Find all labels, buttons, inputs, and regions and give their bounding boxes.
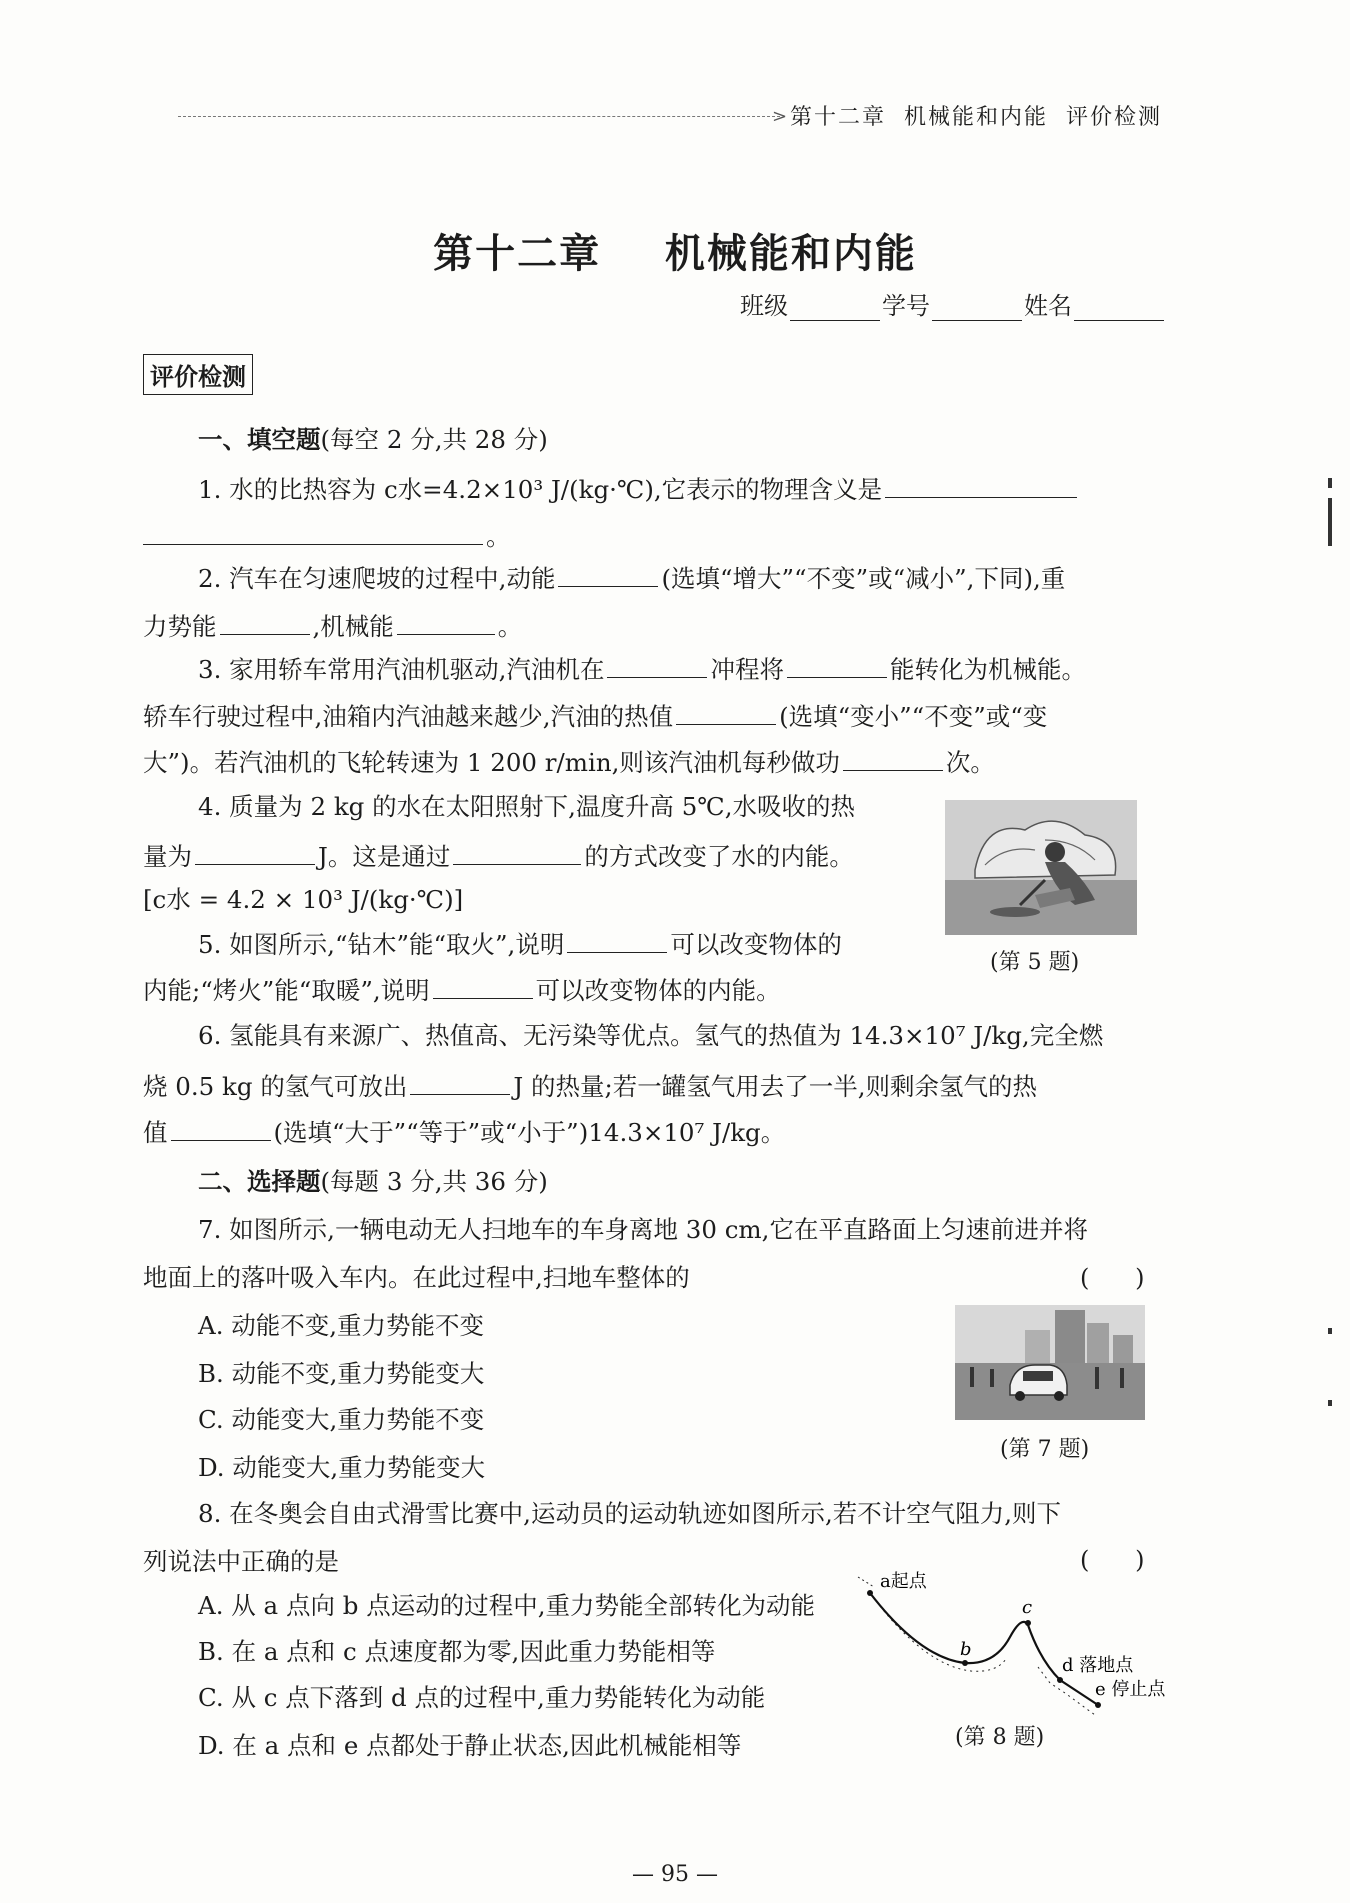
q2-text-b: (选填“增大”“不变”或“减小”,下同),重 [661, 564, 1066, 593]
name-label: 姓名 [1024, 292, 1072, 320]
student-info [740, 286, 1166, 321]
q7-photo-sweeper-car [955, 1305, 1145, 1420]
name-field[interactable] [1074, 296, 1164, 321]
number-field[interactable] [932, 296, 1022, 321]
edge-mark [1328, 1328, 1332, 1334]
q8-line2: 列说法中正确的是 [143, 1547, 339, 1576]
q3-line1 [198, 655, 1086, 683]
q3-text-f: 大”)。若汽油机的飞轮转速为 1 200 r/min,则该汽油机每秒做功 [143, 748, 840, 777]
start-dash [858, 1577, 874, 1587]
q4-line3: [c水 = 4.2 × 10³ J/(kg·℃)] [143, 885, 464, 914]
q7-answer-paren[interactable]: ( ) [1080, 1264, 1145, 1292]
q6-line1: 6. 氢能具有来源广、热值高、无污染等优点。氢气的热值为 14.3×10⁷ J/kg,完全燃 [198, 1021, 1104, 1050]
q4-blank-2[interactable] [453, 842, 581, 865]
edge-mark [1328, 1400, 1332, 1406]
q8-option-c[interactable]: C. 从 c 点下落到 d 点的过程中,重力势能转化为动能 [198, 1683, 766, 1712]
q6-text-c: J 的热量;若一罐氢气用去了一半,则剩余氢气的热 [513, 1072, 1038, 1101]
q8-answer-paren[interactable]: ( ) [1080, 1546, 1145, 1574]
q2-blank-3[interactable] [397, 612, 495, 635]
q6-line3 [143, 1118, 785, 1146]
q5-line1 [198, 930, 842, 958]
section-badge: 评价检测 [143, 354, 253, 395]
q4-line2 [143, 842, 854, 870]
q3-blank-3[interactable] [676, 702, 776, 725]
point-a [867, 1590, 873, 1596]
q2-text-d: ,机械能 [312, 612, 394, 641]
q4-text-c: J。这是通过 [318, 842, 451, 871]
q5-text-a: 5. 如图所示,“钻木”能“取火”,说明 [198, 930, 565, 959]
label-d: d 落地点 [1062, 1655, 1134, 1676]
q8-line1: 8. 在冬奥会自由式滑雪比赛中,运动员的运动轨迹如图所示,若不计空气阻力,则下 [198, 1499, 1062, 1528]
q8-trajectory-diagram [850, 1565, 1180, 1740]
q1-period: 。 [486, 522, 511, 551]
q5-text-d: 可以改变物体的内能。 [535, 976, 781, 1005]
q7-option-d[interactable]: D. 动能变大,重力势能变大 [198, 1453, 486, 1482]
label-a: a起点 [880, 1571, 927, 1592]
q2-line2 [143, 612, 522, 640]
q3-blank-1[interactable] [607, 655, 707, 678]
q6-text-e: (选填“大于”“等于”或“小于”)14.3×10⁷ J/kg。 [273, 1118, 786, 1147]
label-c: c [1022, 1597, 1033, 1618]
q8-caption: (第 8 题) [955, 1725, 1045, 1750]
q3-blank-4[interactable] [843, 748, 943, 771]
q4-line1: 4. 质量为 2 kg 的水在太阳照射下,温度升高 5℃,水吸收的热 [198, 792, 855, 821]
q5-blank-2[interactable] [433, 976, 533, 999]
q8-option-a[interactable]: A. 从 a 点向 b 点运动的过程中,重力势能全部转化为动能 [198, 1591, 815, 1620]
header-arrow-icon: > [772, 106, 788, 127]
q7-caption: (第 7 题) [1000, 1437, 1090, 1462]
running-head: 第十二章 机械能和内能 评价检测 [790, 105, 1162, 130]
q2-text-e: 。 [497, 612, 523, 641]
q1-line2 [143, 522, 511, 550]
section1-title: 一、填空题 [198, 425, 321, 454]
class-label: 班级 [740, 292, 788, 320]
q1-text: 1. 水的比热容为 c水=4.2×10³ J/(kg·℃),它表示的物理含义是 [198, 475, 883, 504]
q8-option-b[interactable]: B. 在 a 点和 c 点速度都为零,因此重力势能相等 [198, 1637, 716, 1666]
point-b [962, 1660, 968, 1666]
point-e [1095, 1702, 1101, 1708]
q3-blank-2[interactable] [787, 655, 887, 678]
section2-note: (每题 3 分,共 36 分) [320, 1167, 548, 1196]
q2-blank-1[interactable] [558, 564, 658, 587]
q3-text-c: 能转化为机械能。 [889, 655, 1086, 684]
q7-option-c[interactable]: C. 动能变大,重力势能不变 [198, 1405, 485, 1434]
section2-heading [198, 1167, 548, 1196]
header-rule [178, 116, 780, 117]
q2-text-c: 力势能 [143, 612, 217, 641]
q4-text-d: 的方式改变了水的内能。 [584, 842, 854, 871]
q8-option-d[interactable]: D. 在 a 点和 e 点都处于静止状态,因此机械能相等 [198, 1731, 742, 1760]
q5-blank-1[interactable] [567, 930, 667, 953]
trajectory-path [870, 1593, 1098, 1705]
q4-text-b: 量为 [143, 842, 192, 871]
q2-text-a: 2. 汽车在匀速爬坡的过程中,动能 [198, 564, 556, 593]
label-b: b [960, 1639, 972, 1660]
point-c [1025, 1620, 1031, 1626]
q3-text-d: 轿车行驶过程中,油箱内汽油越来越少,汽油的热值 [143, 702, 674, 731]
edge-mark [1328, 498, 1332, 546]
q7-option-a[interactable]: A. 动能不变,重力势能不变 [198, 1311, 485, 1340]
q1-line1 [198, 475, 1080, 503]
q2-blank-2[interactable] [220, 612, 310, 635]
q3-text-g: 次。 [945, 748, 995, 777]
section2-title: 二、选择题 [198, 1167, 321, 1196]
q4-blank-1[interactable] [195, 842, 315, 865]
q3-text-b: 冲程将 [710, 655, 784, 684]
section1-heading [198, 425, 548, 454]
q3-line2 [143, 702, 1047, 730]
edge-mark [1328, 478, 1332, 488]
label-e: e 停止点 [1095, 1679, 1166, 1700]
q3-text-e: (选填“变小”“不变”或“变 [779, 702, 1048, 731]
q7-line1: 7. 如图所示,一辆电动无人扫地车的车身离地 30 cm,它在平直路面上匀速前进并将 [198, 1215, 1088, 1244]
q2-line1 [198, 564, 1065, 592]
number-label: 学号 [882, 292, 930, 320]
page-title: 第十二章 机械能和内能 [433, 231, 917, 277]
section1-note: (每空 2 分,共 28 分) [320, 425, 548, 454]
q3-line3 [143, 748, 995, 776]
q6-blank-2[interactable] [171, 1118, 271, 1141]
q5-text-c: 内能;“烤火”能“取暖”,说明 [143, 976, 430, 1005]
q5-caption: (第 5 题) [990, 950, 1080, 975]
page-number: — 95 — [632, 1862, 718, 1887]
q3-text-a: 3. 家用轿车常用汽油机驱动,汽油机在 [198, 655, 605, 684]
q6-line2 [143, 1072, 1037, 1100]
q7-option-b[interactable]: B. 动能不变,重力势能变大 [198, 1359, 485, 1388]
q7-line2: 地面上的落叶吸入车内。在此过程中,扫地车整体的 [143, 1263, 690, 1292]
class-field[interactable] [790, 296, 880, 321]
q1-blank-1[interactable] [885, 475, 1077, 498]
q5-text-b: 可以改变物体的 [670, 930, 842, 959]
q6-text-b: 烧 0.5 kg 的氢气可放出 [143, 1072, 408, 1101]
point-d [1057, 1677, 1063, 1683]
q6-blank-1[interactable] [410, 1072, 510, 1095]
q1-blank-2[interactable] [143, 522, 483, 545]
q6-text-d: 值 [143, 1118, 168, 1147]
q5-line2 [143, 976, 781, 1004]
q5-photo-drilling-wood [945, 800, 1137, 935]
